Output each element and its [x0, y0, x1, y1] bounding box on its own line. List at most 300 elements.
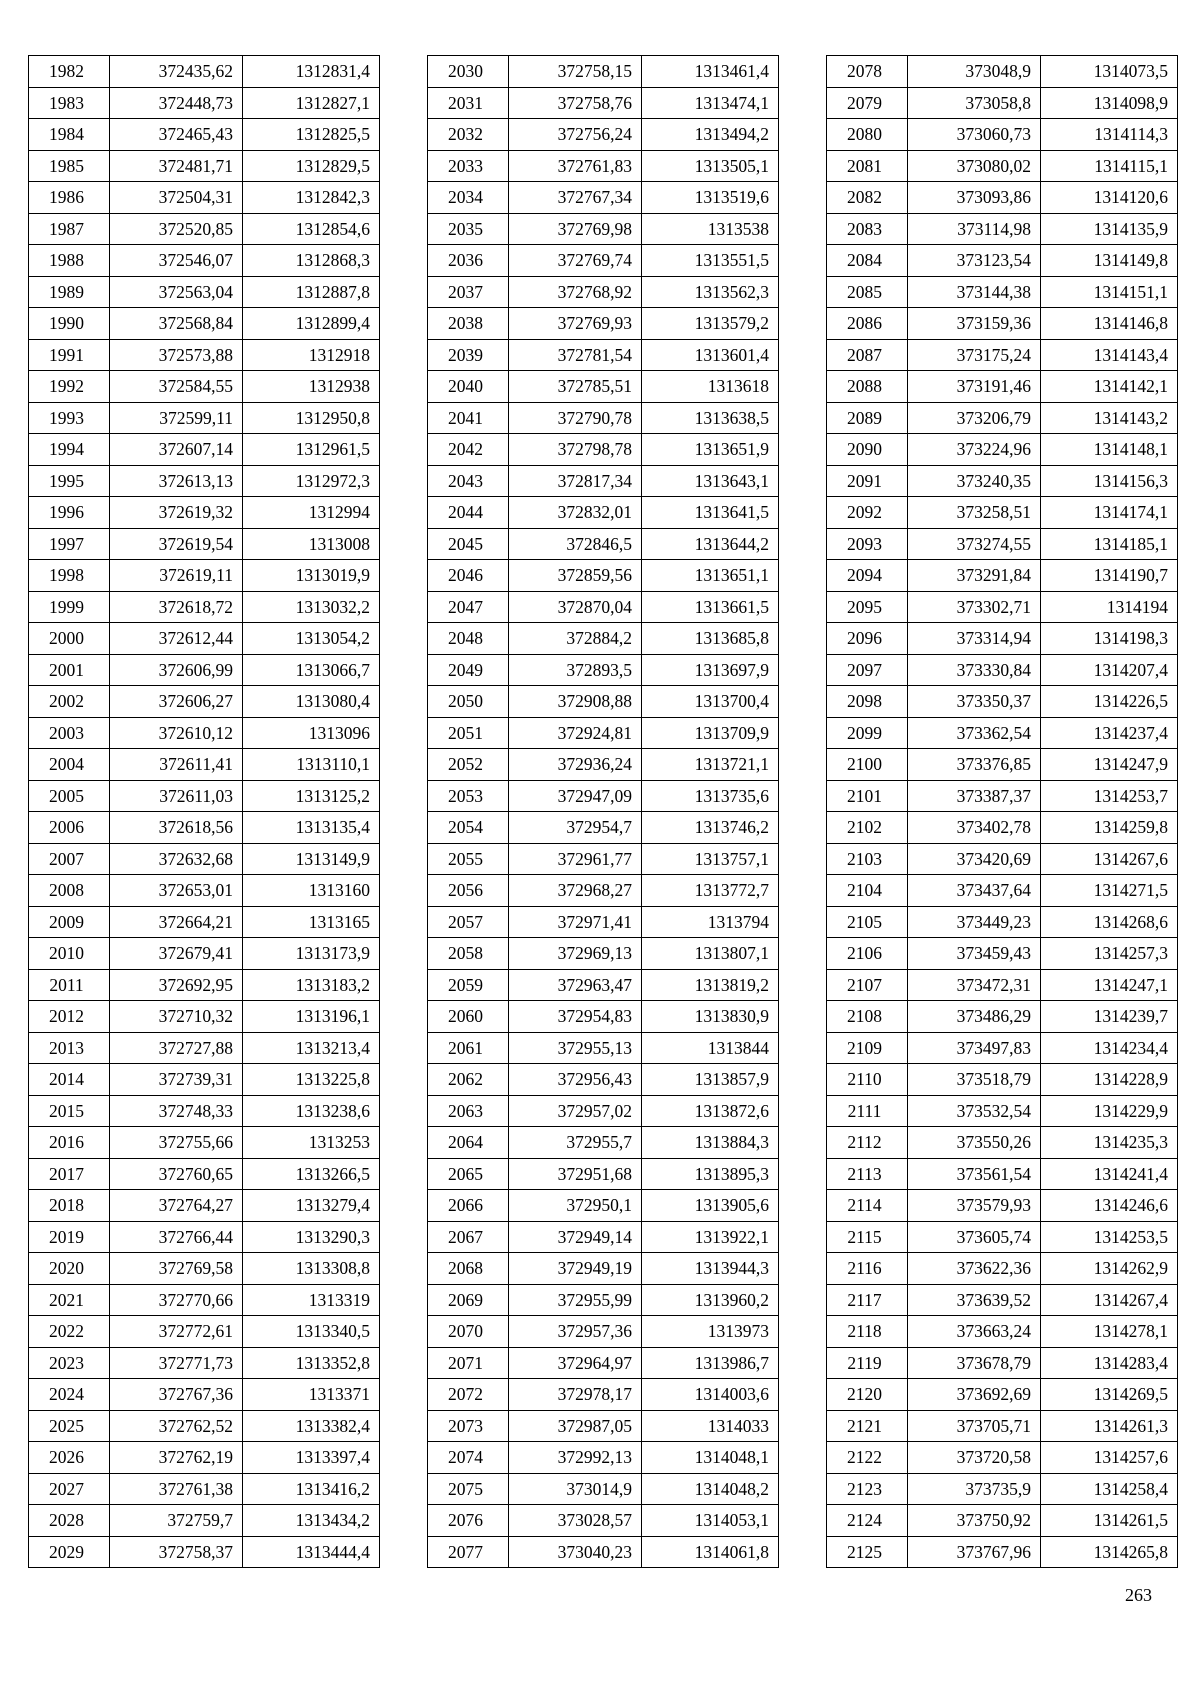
x-coordinate: 372769,74: [509, 245, 642, 277]
x-coordinate: 372739,31: [110, 1064, 243, 1096]
x-coordinate: 373093,86: [908, 182, 1041, 214]
point-number: 2055: [428, 843, 509, 875]
x-coordinate: 373048,9: [908, 56, 1041, 88]
table-row: [827, 591, 1178, 623]
y-coordinate: 1313444,4: [243, 1536, 380, 1568]
x-coordinate: 372790,78: [509, 402, 642, 434]
x-coordinate: 372465,43: [110, 119, 243, 151]
y-coordinate: 1314271,5: [1041, 875, 1178, 907]
x-coordinate: 372771,73: [110, 1347, 243, 1379]
table-row: [29, 1473, 380, 1505]
y-coordinate: 1313505,1: [642, 150, 779, 182]
table-row: [827, 1095, 1178, 1127]
y-coordinate: 1312827,1: [243, 87, 380, 119]
x-coordinate: 372954,7: [509, 812, 642, 844]
table-row: [827, 875, 1178, 907]
point-number: 2018: [29, 1190, 110, 1222]
y-coordinate: 1312938: [243, 371, 380, 403]
point-number: 2061: [428, 1032, 509, 1064]
x-coordinate: 373302,71: [908, 591, 1041, 623]
table-row: [827, 560, 1178, 592]
x-coordinate: 372955,7: [509, 1127, 642, 1159]
table-row: [29, 1064, 380, 1096]
table-row: [827, 1001, 1178, 1033]
y-coordinate: 1314098,9: [1041, 87, 1178, 119]
point-number: 2034: [428, 182, 509, 214]
y-coordinate: 1313960,2: [642, 1284, 779, 1316]
y-coordinate: 1314190,7: [1041, 560, 1178, 592]
table-row: [428, 528, 779, 560]
table-row: [827, 150, 1178, 182]
point-number: 2102: [827, 812, 908, 844]
page-number: 263: [1125, 1585, 1152, 1605]
table-row: [29, 119, 380, 151]
x-coordinate: 372767,34: [509, 182, 642, 214]
point-number: 2012: [29, 1001, 110, 1033]
table-row: [428, 497, 779, 529]
y-coordinate: 1313173,9: [243, 938, 380, 970]
x-coordinate: 373622,36: [908, 1253, 1041, 1285]
table-row: [29, 402, 380, 434]
table-row: [827, 1064, 1178, 1096]
x-coordinate: 372607,14: [110, 434, 243, 466]
table-row: [827, 1316, 1178, 1348]
point-number: 2077: [428, 1536, 509, 1568]
y-coordinate: 1313872,6: [642, 1095, 779, 1127]
table-row: [428, 1505, 779, 1537]
point-number: 2121: [827, 1410, 908, 1442]
table-row: [428, 1473, 779, 1505]
table-row: [428, 119, 779, 151]
table-row: [827, 1473, 1178, 1505]
point-number: 2082: [827, 182, 908, 214]
table-row: [827, 654, 1178, 686]
table-row: [428, 812, 779, 844]
table-row: [428, 1316, 779, 1348]
x-coordinate: 373206,79: [908, 402, 1041, 434]
y-coordinate: 1314259,8: [1041, 812, 1178, 844]
point-number: 2019: [29, 1221, 110, 1253]
point-number: 2015: [29, 1095, 110, 1127]
y-coordinate: 1314229,9: [1041, 1095, 1178, 1127]
table-row: [827, 1190, 1178, 1222]
x-coordinate: 372767,36: [110, 1379, 243, 1411]
x-coordinate: 372755,66: [110, 1127, 243, 1159]
y-coordinate: 1314149,8: [1041, 245, 1178, 277]
y-coordinate: 1313772,7: [642, 875, 779, 907]
x-coordinate: 373224,96: [908, 434, 1041, 466]
y-coordinate: 1312918: [243, 339, 380, 371]
x-coordinate: 372632,68: [110, 843, 243, 875]
point-number: 1998: [29, 560, 110, 592]
table-row: [428, 560, 779, 592]
x-coordinate: 373459,43: [908, 938, 1041, 970]
table-row: [29, 1442, 380, 1474]
table-row: [827, 1253, 1178, 1285]
table-row: [428, 150, 779, 182]
x-coordinate: 372606,27: [110, 686, 243, 718]
point-number: 2088: [827, 371, 908, 403]
point-number: 2089: [827, 402, 908, 434]
table-row: [428, 623, 779, 655]
x-coordinate: 372963,47: [509, 969, 642, 1001]
point-number: 2122: [827, 1442, 908, 1474]
table-row: [827, 434, 1178, 466]
y-coordinate: 1314143,2: [1041, 402, 1178, 434]
table-row: [428, 1442, 779, 1474]
y-coordinate: 1313601,4: [642, 339, 779, 371]
point-number: 2101: [827, 780, 908, 812]
x-coordinate: 372619,54: [110, 528, 243, 560]
x-coordinate: 372759,7: [110, 1505, 243, 1537]
y-coordinate: 1313895,3: [642, 1158, 779, 1190]
x-coordinate: 373350,37: [908, 686, 1041, 718]
y-coordinate: 1314151,1: [1041, 276, 1178, 308]
x-coordinate: 373720,58: [908, 1442, 1041, 1474]
y-coordinate: 1313986,7: [642, 1347, 779, 1379]
x-coordinate: 372949,14: [509, 1221, 642, 1253]
y-coordinate: 1314247,9: [1041, 749, 1178, 781]
table-row: [29, 1316, 380, 1348]
x-coordinate: 372664,21: [110, 906, 243, 938]
point-number: 2100: [827, 749, 908, 781]
table-row: [827, 843, 1178, 875]
x-coordinate: 372769,93: [509, 308, 642, 340]
table-row: [29, 1190, 380, 1222]
y-coordinate: 1313905,6: [642, 1190, 779, 1222]
point-number: 2003: [29, 717, 110, 749]
x-coordinate: 372727,88: [110, 1032, 243, 1064]
point-number: 2028: [29, 1505, 110, 1537]
x-coordinate: 372785,51: [509, 371, 642, 403]
y-coordinate: 1313196,1: [243, 1001, 380, 1033]
x-coordinate: 373437,64: [908, 875, 1041, 907]
y-coordinate: 1313944,3: [642, 1253, 779, 1285]
table-row: [428, 213, 779, 245]
x-coordinate: 372761,38: [110, 1473, 243, 1505]
table-row: [428, 717, 779, 749]
y-coordinate: 1312842,3: [243, 182, 380, 214]
point-number: 2042: [428, 434, 509, 466]
table-row: [29, 308, 380, 340]
point-number: 2118: [827, 1316, 908, 1348]
table-row: [428, 906, 779, 938]
table-row: [29, 1379, 380, 1411]
y-coordinate: 1313651,9: [642, 434, 779, 466]
x-coordinate: 373060,73: [908, 119, 1041, 151]
table-row: [428, 1095, 779, 1127]
x-coordinate: 372956,43: [509, 1064, 642, 1096]
point-number: 2025: [29, 1410, 110, 1442]
point-number: 2095: [827, 591, 908, 623]
point-number: 2023: [29, 1347, 110, 1379]
x-coordinate: 372969,13: [509, 938, 642, 970]
point-number: 2051: [428, 717, 509, 749]
y-coordinate: 1313125,2: [243, 780, 380, 812]
point-number: 2124: [827, 1505, 908, 1537]
x-coordinate: 372748,33: [110, 1095, 243, 1127]
point-number: 2072: [428, 1379, 509, 1411]
table-row: [827, 906, 1178, 938]
table-row: [827, 938, 1178, 970]
y-coordinate: 1314048,1: [642, 1442, 779, 1474]
point-number: 2004: [29, 749, 110, 781]
point-number: 1984: [29, 119, 110, 151]
point-number: 2011: [29, 969, 110, 1001]
y-coordinate: 1313397,4: [243, 1442, 380, 1474]
x-coordinate: 372870,04: [509, 591, 642, 623]
table-row: [29, 339, 380, 371]
point-number: 2098: [827, 686, 908, 718]
y-coordinate: 1314048,2: [642, 1473, 779, 1505]
x-coordinate: 372610,12: [110, 717, 243, 749]
x-coordinate: 373191,46: [908, 371, 1041, 403]
y-coordinate: 1313340,5: [243, 1316, 380, 1348]
table-row: [827, 339, 1178, 371]
table-row: [428, 654, 779, 686]
x-coordinate: 373532,54: [908, 1095, 1041, 1127]
table-row: [428, 875, 779, 907]
x-coordinate: 372846,5: [509, 528, 642, 560]
x-coordinate: 373014,9: [509, 1473, 642, 1505]
x-coordinate: 372435,62: [110, 56, 243, 88]
y-coordinate: 1314073,5: [1041, 56, 1178, 88]
point-number: 2021: [29, 1284, 110, 1316]
table-row: [29, 1127, 380, 1159]
y-coordinate: 1314269,5: [1041, 1379, 1178, 1411]
table-row: [827, 969, 1178, 1001]
table-row: [428, 780, 779, 812]
y-coordinate: 1313494,2: [642, 119, 779, 151]
point-number: 2029: [29, 1536, 110, 1568]
table-row: [428, 308, 779, 340]
y-coordinate: 1314278,1: [1041, 1316, 1178, 1348]
x-coordinate: 373114,98: [908, 213, 1041, 245]
table-row: [29, 717, 380, 749]
x-coordinate: 373472,31: [908, 969, 1041, 1001]
y-coordinate: 1313644,2: [642, 528, 779, 560]
y-coordinate: 1314267,6: [1041, 843, 1178, 875]
table-row: [29, 182, 380, 214]
point-number: 2046: [428, 560, 509, 592]
x-coordinate: 372653,01: [110, 875, 243, 907]
y-coordinate: 1314185,1: [1041, 528, 1178, 560]
table-body: [29, 56, 380, 1568]
y-coordinate: 1314053,1: [642, 1505, 779, 1537]
y-coordinate: 1314235,3: [1041, 1127, 1178, 1159]
x-coordinate: 372992,13: [509, 1442, 642, 1474]
table-row: [827, 402, 1178, 434]
x-coordinate: 372758,15: [509, 56, 642, 88]
table-row: [827, 119, 1178, 151]
y-coordinate: 1314283,4: [1041, 1347, 1178, 1379]
table-row: [428, 938, 779, 970]
x-coordinate: 373159,36: [908, 308, 1041, 340]
table-row: [428, 1032, 779, 1064]
y-coordinate: 1313794: [642, 906, 779, 938]
table-row: [29, 654, 380, 686]
y-coordinate: 1314146,8: [1041, 308, 1178, 340]
point-number: 1992: [29, 371, 110, 403]
table-row: [29, 1253, 380, 1285]
point-number: 2107: [827, 969, 908, 1001]
x-coordinate: 373144,38: [908, 276, 1041, 308]
point-number: 2014: [29, 1064, 110, 1096]
y-coordinate: 1313382,4: [243, 1410, 380, 1442]
y-coordinate: 1314239,7: [1041, 1001, 1178, 1033]
y-coordinate: 1313973: [642, 1316, 779, 1348]
table-row: [827, 245, 1178, 277]
point-number: 2065: [428, 1158, 509, 1190]
x-coordinate: 372612,44: [110, 623, 243, 655]
point-number: 2081: [827, 150, 908, 182]
x-coordinate: 373561,54: [908, 1158, 1041, 1190]
y-coordinate: 1313538: [642, 213, 779, 245]
x-coordinate: 373449,23: [908, 906, 1041, 938]
y-coordinate: 1314247,1: [1041, 969, 1178, 1001]
y-coordinate: 1313661,5: [642, 591, 779, 623]
point-number: 1983: [29, 87, 110, 119]
y-coordinate: 1313253: [243, 1127, 380, 1159]
point-number: 2093: [827, 528, 908, 560]
table-row: [827, 1221, 1178, 1253]
x-coordinate: 373240,35: [908, 465, 1041, 497]
table-row: [827, 528, 1178, 560]
point-number: 2075: [428, 1473, 509, 1505]
table-row: [29, 1410, 380, 1442]
point-number: 2053: [428, 780, 509, 812]
table-row: [29, 245, 380, 277]
x-coordinate: 372481,71: [110, 150, 243, 182]
table-row: [29, 1505, 380, 1537]
table-row: [428, 245, 779, 277]
point-number: 2038: [428, 308, 509, 340]
table-row: [827, 1410, 1178, 1442]
y-coordinate: 1313519,6: [642, 182, 779, 214]
y-coordinate: 1313735,6: [642, 780, 779, 812]
x-coordinate: 373663,24: [908, 1316, 1041, 1348]
x-coordinate: 373420,69: [908, 843, 1041, 875]
y-coordinate: 1313579,2: [642, 308, 779, 340]
point-number: 1985: [29, 150, 110, 182]
table-row: [29, 528, 380, 560]
table-row: [428, 1001, 779, 1033]
x-coordinate: 373330,84: [908, 654, 1041, 686]
table-row: [827, 213, 1178, 245]
point-number: 2080: [827, 119, 908, 151]
x-coordinate: 373486,29: [908, 1001, 1041, 1033]
x-coordinate: 372769,98: [509, 213, 642, 245]
x-coordinate: 372961,77: [509, 843, 642, 875]
x-coordinate: 372768,92: [509, 276, 642, 308]
point-number: 2045: [428, 528, 509, 560]
y-coordinate: 1314156,3: [1041, 465, 1178, 497]
x-coordinate: 372546,07: [110, 245, 243, 277]
table-row: [827, 623, 1178, 655]
y-coordinate: 1313183,2: [243, 969, 380, 1001]
table-row: [29, 150, 380, 182]
point-number: 2035: [428, 213, 509, 245]
table-body: [428, 56, 779, 1568]
point-number: 1995: [29, 465, 110, 497]
point-number: 2067: [428, 1221, 509, 1253]
y-coordinate: 1314143,4: [1041, 339, 1178, 371]
point-number: 1994: [29, 434, 110, 466]
x-coordinate: 373175,24: [908, 339, 1041, 371]
point-number: 2062: [428, 1064, 509, 1096]
point-number: 1990: [29, 308, 110, 340]
point-number: 2113: [827, 1158, 908, 1190]
point-number: 2114: [827, 1190, 908, 1222]
point-number: 2068: [428, 1253, 509, 1285]
x-coordinate: 372760,65: [110, 1158, 243, 1190]
y-coordinate: 1313032,2: [243, 591, 380, 623]
x-coordinate: 372954,83: [509, 1001, 642, 1033]
table-row: [827, 497, 1178, 529]
x-coordinate: 373605,74: [908, 1221, 1041, 1253]
y-coordinate: 1314267,4: [1041, 1284, 1178, 1316]
x-coordinate: 372936,24: [509, 749, 642, 781]
y-coordinate: 1313685,8: [642, 623, 779, 655]
x-coordinate: 372619,32: [110, 497, 243, 529]
point-number: 2050: [428, 686, 509, 718]
table-row: [29, 875, 380, 907]
y-coordinate: 1313819,2: [642, 969, 779, 1001]
x-coordinate: 373376,85: [908, 749, 1041, 781]
point-number: 2013: [29, 1032, 110, 1064]
x-coordinate: 372798,78: [509, 434, 642, 466]
table-row: [29, 623, 380, 655]
point-number: 2027: [29, 1473, 110, 1505]
y-coordinate: 1313618: [642, 371, 779, 403]
y-coordinate: 1313416,2: [243, 1473, 380, 1505]
y-coordinate: 1313308,8: [243, 1253, 380, 1285]
x-coordinate: 372947,09: [509, 780, 642, 812]
point-number: 2059: [428, 969, 509, 1001]
y-coordinate: 1314142,1: [1041, 371, 1178, 403]
point-number: 2087: [827, 339, 908, 371]
point-number: 2074: [428, 1442, 509, 1474]
table-row: [29, 1158, 380, 1190]
table-row: [29, 906, 380, 938]
point-number: 2049: [428, 654, 509, 686]
point-number: 2117: [827, 1284, 908, 1316]
x-coordinate: 372761,83: [509, 150, 642, 182]
point-number: 2064: [428, 1127, 509, 1159]
point-number: 2106: [827, 938, 908, 970]
x-coordinate: 372978,17: [509, 1379, 642, 1411]
table-row: [29, 843, 380, 875]
y-coordinate: 1314258,4: [1041, 1473, 1178, 1505]
point-number: 2017: [29, 1158, 110, 1190]
point-number: 2111: [827, 1095, 908, 1127]
y-coordinate: 1313721,1: [642, 749, 779, 781]
point-number: 2037: [428, 276, 509, 308]
point-number: 2120: [827, 1379, 908, 1411]
point-number: 2116: [827, 1253, 908, 1285]
point-number: 2070: [428, 1316, 509, 1348]
point-number: 2076: [428, 1505, 509, 1537]
y-coordinate: 1314115,1: [1041, 150, 1178, 182]
y-coordinate: 1313279,4: [243, 1190, 380, 1222]
y-coordinate: 1314237,4: [1041, 717, 1178, 749]
table-row: [827, 1032, 1178, 1064]
y-coordinate: 1314061,8: [642, 1536, 779, 1568]
y-coordinate: 1312829,5: [243, 150, 380, 182]
x-coordinate: 373767,96: [908, 1536, 1041, 1568]
table-row: [827, 87, 1178, 119]
x-coordinate: 372957,36: [509, 1316, 642, 1348]
